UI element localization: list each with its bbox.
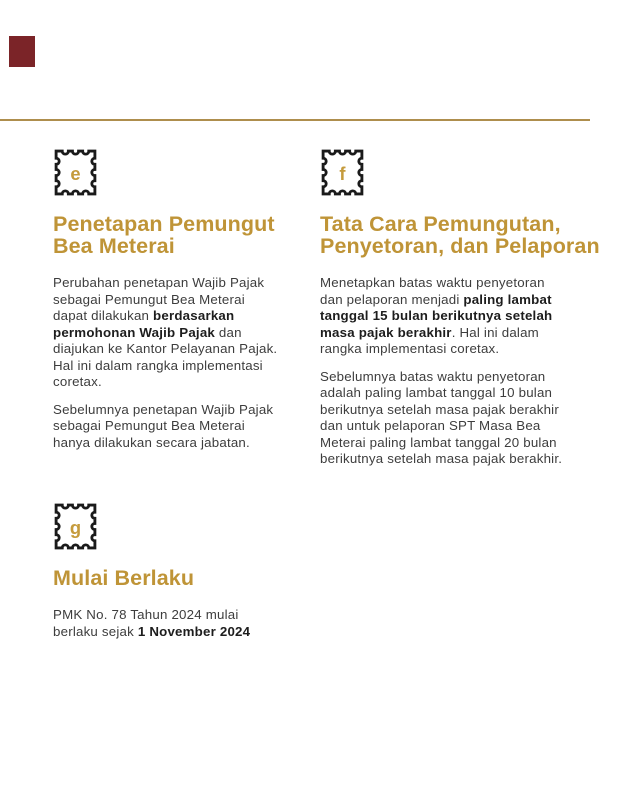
stamp-badge-e-icon: [53, 148, 98, 197]
paragraph: Sebelumnya batas waktu penyetoran adalah paling lambat tanggal 10 bulan berikutnya setelah masa pajak berakhir dan untuk pelaporan SPT Masa Bea Meterai paling lambat tanggal 20 bulan berikutnya setelah masa pajak berakhir.: [320, 368, 563, 466]
section-mulai-berlaku: [53, 502, 315, 651]
section-body: [320, 275, 632, 468]
paragraph: Sebelumnya penetapan Wajib Pajak sebagai Pemungut Bea Meterai hanya dilakukan secara jabatan.: [53, 401, 274, 450]
section-penetapan-pemungut: [53, 148, 305, 462]
section-body: [53, 275, 305, 451]
section-title: Tata Cara Pemungutan, Penyetoran, dan Pelaporan: [320, 212, 600, 258]
stamp-badge-f-icon: [320, 148, 365, 197]
section-title: Penetapan Pemungut Bea Meterai: [53, 212, 275, 258]
paragraph: Perubahan penetapan Wajib Pajak sebagai Pemungut Bea Meterai dapat dilakukan berdasarkan permohonan Wajib Pajak dan diajukan ke Kantor Pelayanan Pajak. Hal ini dalam rangka implementasi coretax.: [53, 275, 278, 389]
section-title: Mulai Berlaku: [53, 566, 195, 590]
corner-mark: [9, 36, 35, 67]
top-rule-divider: [0, 119, 590, 121]
paragraph: Menetapkan batas waktu penyetoran dan pelaporan menjadi paling lambat tanggal 15 bulan berikutnya setelah masa pajak berakhir. Hal ini dalam rangka implementasi coretax.: [320, 275, 553, 356]
section-body: [53, 607, 315, 640]
section-tata-cara: [320, 148, 632, 479]
stamp-letter: f: [339, 163, 346, 185]
stamp-letter: e: [70, 163, 81, 185]
stamp-letter: g: [69, 517, 82, 539]
stamp-badge-g-icon: [53, 502, 98, 551]
paragraph: PMK No. 78 Tahun 2024 mulai berlaku sejak 1 November 2024: [53, 607, 251, 639]
